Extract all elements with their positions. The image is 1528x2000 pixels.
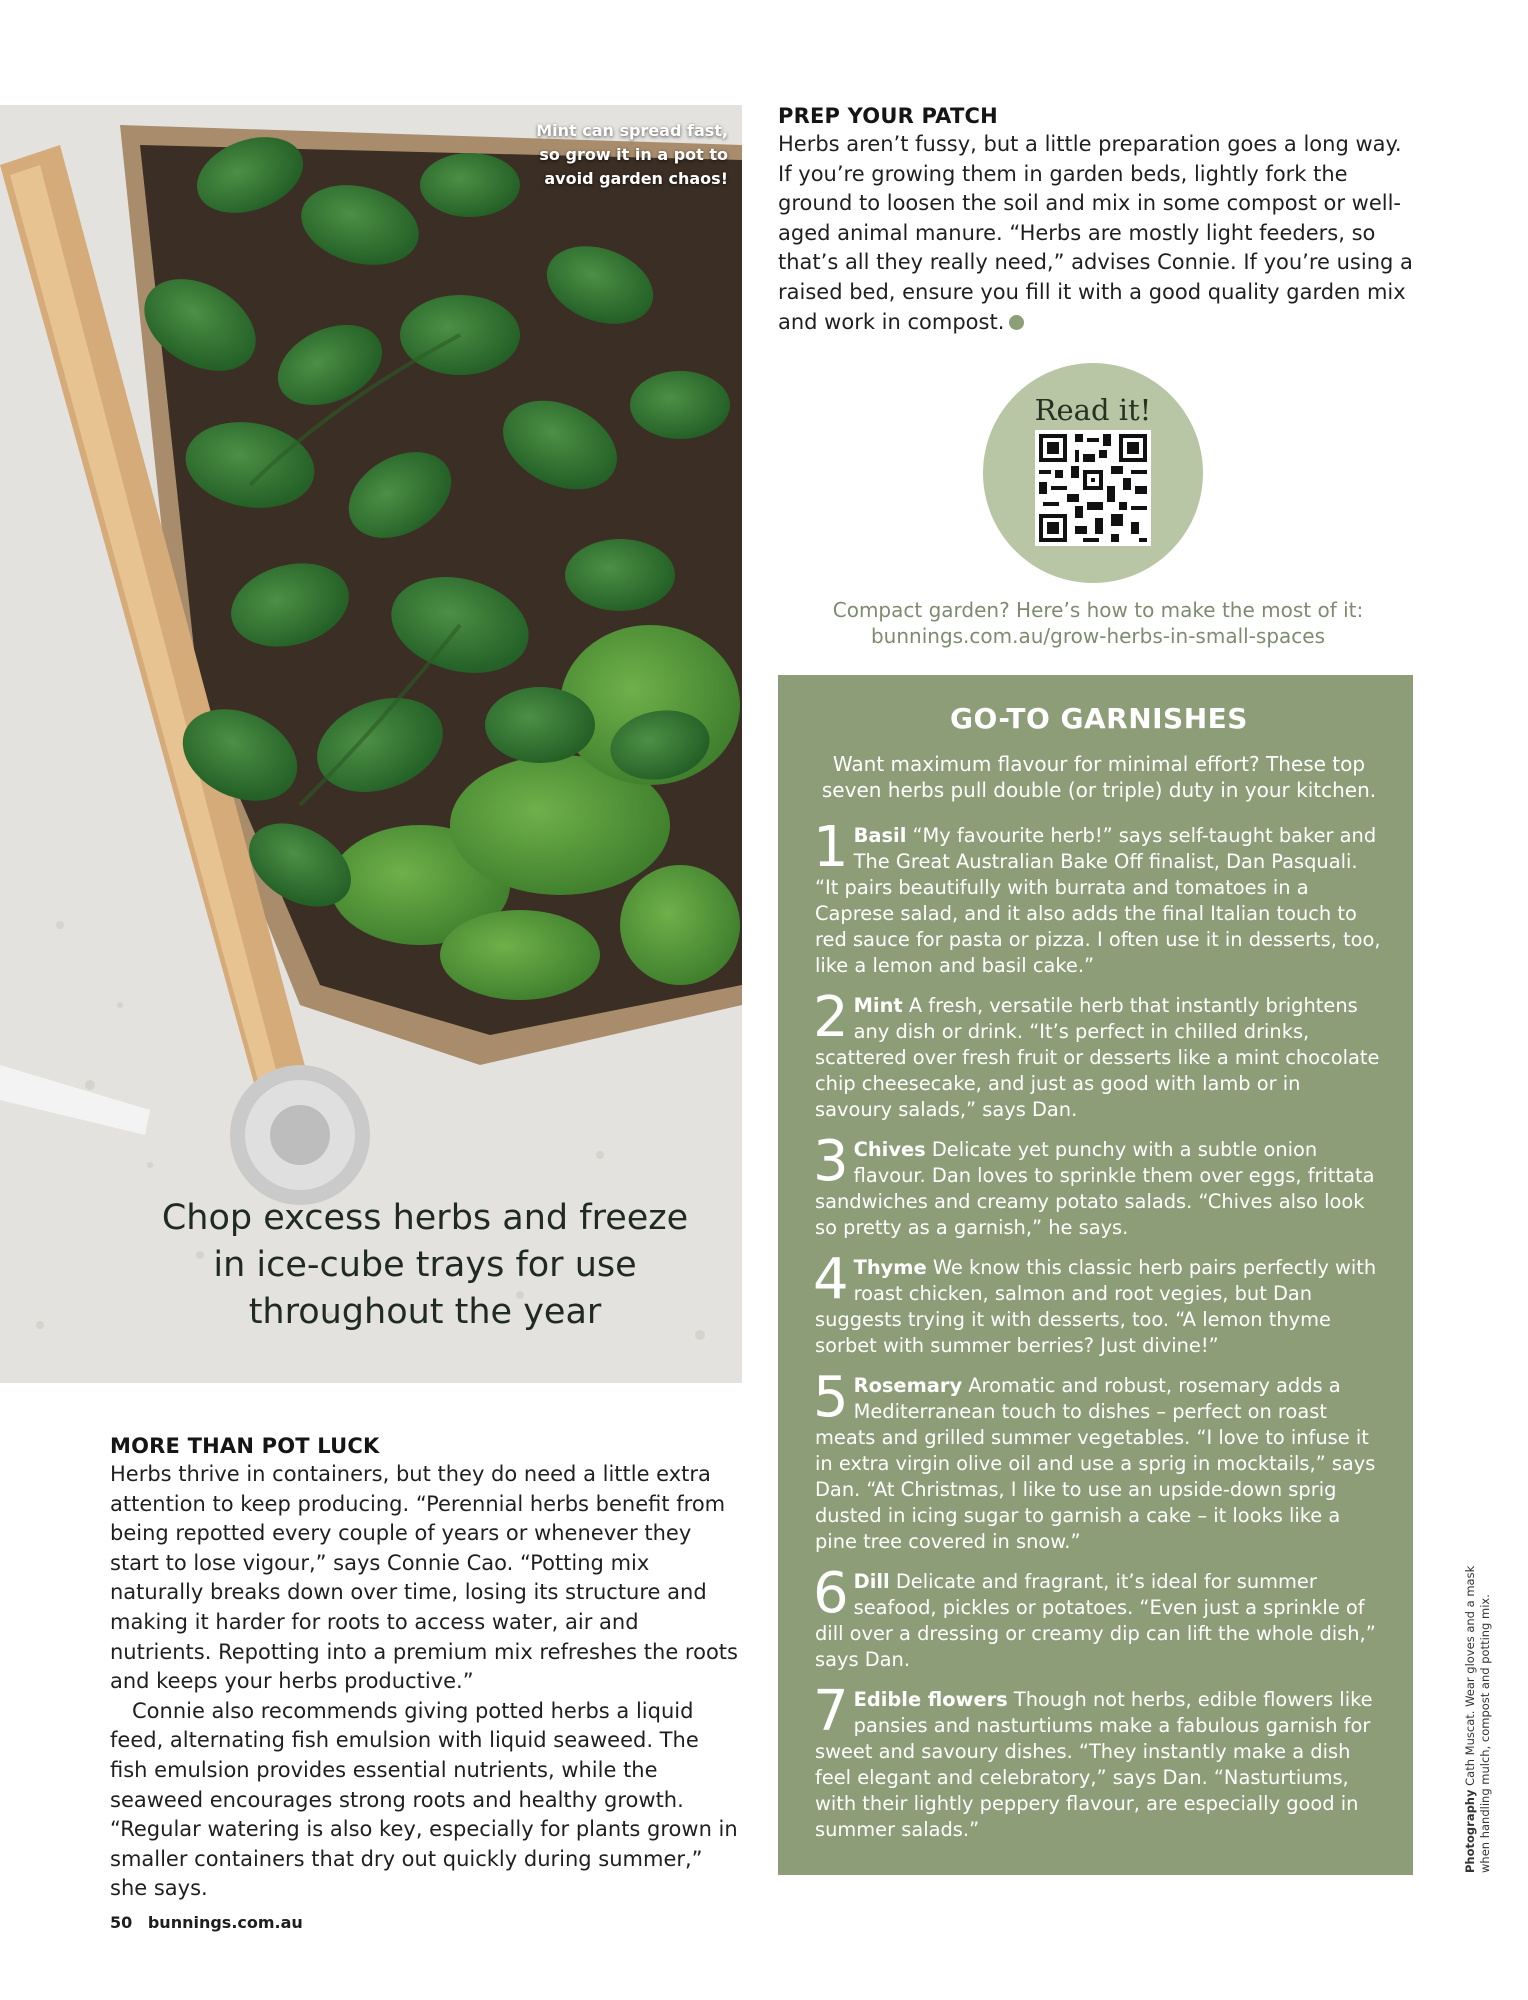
freeze-herbs-tip: Chop excess herbs and freeze in ice-cube trays for use throughout the year [161,1198,689,1332]
page-number: 50 [110,1913,133,1932]
photo-credit [1463,1563,1493,1873]
garnish-intro: Want maximum flavour for minimal effort? These top seven herbs pull double (or triple) duty in your kitchen. [821,752,1377,802]
herb-description: A fresh, versatile herb that instantly brightens any dish or drink. “It’s perfect in chilled drinks, scattered over fresh fruit or desserts like a mint chocolate chip cheesecake, and just as good with lamb or in savoury salads,” says Dan. [815,994,1380,1121]
mint-photo [0,105,742,1383]
compact-garden-link[interactable] [778,597,1418,649]
herb-name: Mint [853,994,903,1017]
list-item [813,1247,1383,1359]
herb-description: Delicate and fragrant, it’s ideal for summer seafood, pickles or potatoes. “Even just a sprinkle of dill over a dressing or creamy dip can lift the whole dish,” says Dan. [815,1570,1376,1671]
item-number: 6 [813,1561,849,1626]
herb-description: “My favourite herb!” says self-taught baker and The Great Australian Bake Off finalist, Dan Pasquali. “It pairs beautifully with burrata and tomatoes in a Caprese salad, and it also adds the final Italian touch to red sauce for pasta or pizza. I often use it in desserts, too, like a lemon and basil cake.” [815,824,1381,977]
compact-garden-url[interactable]: bunnings.com.au/grow-herbs-in-small-spaces [870,624,1326,648]
list-item [813,1561,1383,1673]
list-item [813,1365,1383,1555]
herb-name: Thyme [853,1256,927,1279]
item-number: 4 [813,1247,849,1312]
item-number: 2 [813,985,849,1050]
list-item [813,1679,1383,1843]
herb-description: We know this classic herb pairs perfectly with roast chicken, salmon and root vegies, but Dan suggests trying it with desserts, too. “A lemon thyme sorbet with summer berries? Just divine!” [815,1256,1377,1357]
list-item [813,1129,1383,1241]
herb-name: Basil [853,824,907,847]
item-number: 7 [813,1679,849,1744]
item-number: 3 [813,1129,849,1194]
read-it-label: Read it! [1034,393,1152,427]
end-dot-icon [1009,315,1024,330]
more-than-pot-luck-section [110,1432,742,1904]
go-to-garnishes-box [778,675,1413,1875]
body-paragraph: Herbs thrive in containers, but they do need a little extra attention to keep producing. “Perennial herbs benefit from being repotted every couple of years or whenever they start to lose vigour,” says Connie Cao. “Potting mix naturally breaks down over time, losing its structure and making it harder for roots to access water, air and nutrients. Repotting into a premium mix refreshes the roots and keeps your herbs productive.” [110,1462,738,1694]
section-heading: PREP YOUR PATCH [778,104,998,128]
item-number: 1 [813,815,849,880]
compact-garden-text: Compact garden? Here’s how to make the most of it: [832,598,1364,622]
item-number: 5 [813,1365,849,1430]
prep-your-patch-section [778,102,1418,337]
credit-text: Cath Muscat. Wear gloves and a mask when handling mulch, compost and potting mix. [1463,1565,1492,1873]
herb-name: Edible flowers [853,1688,1008,1711]
herb-name: Dill [853,1570,890,1593]
herb-name: Rosemary [853,1374,963,1397]
herb-description: Delicate yet punchy with a subtle onion flavour. Dan loves to sprinkle them over eggs, frittata sandwiches and creamy potato salads. “Chives also look so pretty as a garnish,” he says. [815,1138,1375,1239]
herb-description: Aromatic and robust, rosemary adds a Mediterranean touch to dishes – perfect on roast meats and grilled summer vegetables. “I love to infuse it in extra virgin olive oil and use a sprig in mocktails,” says Dan. “At Christmas, I like to use an upside-down sprig dusted in icing sugar to garnish a cake – it looks like a pine tree covered in snow.” [815,1374,1376,1553]
footer-site[interactable]: bunnings.com.au [147,1913,303,1932]
read-it-badge[interactable] [983,363,1203,583]
herb-description: Though not herbs, edible flowers like pansies and nasturtiums make a fabulous garnish for sweet and savoury dishes. “They instantly make a dish feel elegant and celebratory,” says Dan. “Nasturtiums, with their lightly peppery flavour, are especially good in summer salads.” [815,1688,1373,1841]
body-paragraph: Connie also recommends giving potted herbs a liquid feed, alternating fish emulsion with liquid seaweed. The fish emulsion provides essential nutrients, while the seaweed encourages strong roots and healthy growth. “Regular watering is also key, especially for plants grown in smaller containers that dry out quickly during summer,” she says. [110,1698,738,1901]
body-paragraph [778,130,1418,337]
body-paragraph-text: Herbs aren’t fussy, but a little preparation goes a long way. If you’re growing them in garden beds, lightly fork the ground to loosen the soil and mix in some compost or well-aged animal manure. “Herbs are mostly light feeders, so that’s all they really need,” advises Connie. If you’re using a raised bed, ensure you fill it with a good quality garden mix and work in compost. [778,132,1413,334]
list-item [813,815,1383,979]
list-item [813,985,1383,1123]
mint-pot-illustration [0,105,742,1383]
section-heading: MORE THAN POT LUCK [110,1434,380,1458]
photo-caption: Mint can spread fast, so grow it in a pot to avoid garden chaos! [536,121,728,188]
qr-code-icon[interactable] [1035,430,1151,546]
page-footer [110,1913,313,1932]
garnish-title: GO-TO GARNISHES [950,702,1248,735]
credit-label: Photography [1463,1789,1477,1873]
herb-name: Chives [853,1138,926,1161]
